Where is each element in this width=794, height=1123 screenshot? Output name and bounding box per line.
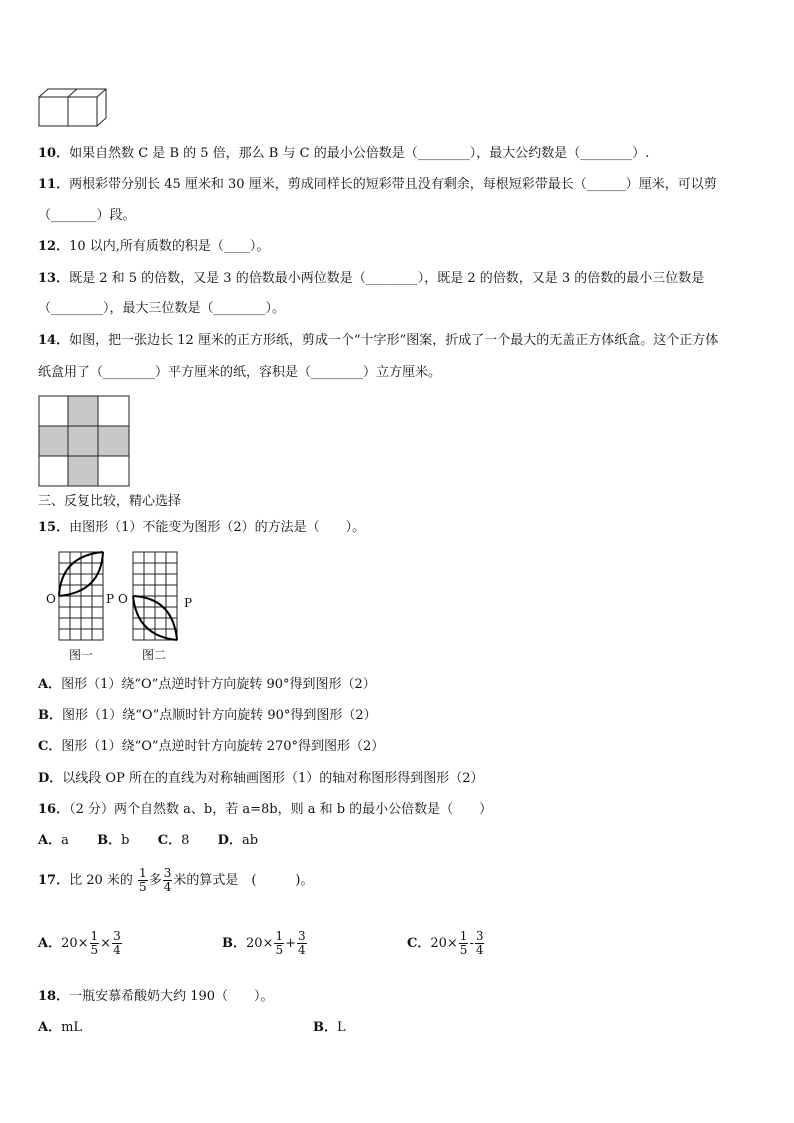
option-a[interactable] xyxy=(38,833,69,848)
question-11-line2 xyxy=(38,207,136,225)
section-heading: 三、反复比较，精心选择 xyxy=(38,494,182,509)
question-12 xyxy=(38,238,269,256)
question-text: 纸盒用了（________）平方厘米的纸，容积是（________）立方厘米。 xyxy=(38,365,442,380)
question-11 xyxy=(38,176,717,194)
option-c[interactable] xyxy=(158,833,190,848)
option-text: 图形（1）绕“O”点逆时针方向旋转 90°得到图形（2） xyxy=(61,677,376,692)
option-label: B． xyxy=(97,833,122,848)
option-b[interactable] xyxy=(313,1019,346,1037)
option-label: A． xyxy=(38,936,62,951)
question-17 xyxy=(38,866,314,896)
question-16 xyxy=(38,801,492,819)
option-a[interactable] xyxy=(38,1019,82,1037)
fraction-denominator: 5 xyxy=(459,943,468,957)
point-label-o: O xyxy=(118,592,128,606)
option-label: C． xyxy=(407,936,431,951)
question-text: （2 分）两个自然数 a、b，若 a=8b，则 a 和 b 的最小公倍数是（ ） xyxy=(69,802,493,817)
grid-figure-2 xyxy=(132,551,178,641)
option-text: 20× xyxy=(246,936,274,951)
option-label: D． xyxy=(217,833,242,848)
option-text: 20× xyxy=(430,936,458,951)
option-text: 以线段 OP 所在的直线为对称轴画图形（1）的轴对称图形得到图形（2） xyxy=(62,771,484,786)
question-number: 17． xyxy=(38,873,70,888)
fraction-denominator: 4 xyxy=(113,943,121,957)
option-text: mL xyxy=(61,1020,83,1035)
option-text: ab xyxy=(241,833,259,848)
option-text: 8 xyxy=(181,833,190,848)
option-c[interactable] xyxy=(407,929,485,959)
figure-1-caption: 图一 xyxy=(69,648,94,662)
option-text: 图形（1）绕“O”点逆时针方向旋转 270°得到图形（2） xyxy=(61,739,385,754)
option-label: B． xyxy=(38,708,62,723)
question-10 xyxy=(38,145,649,163)
option-label: A． xyxy=(38,677,62,692)
option-label: A． xyxy=(38,1020,62,1035)
fraction xyxy=(163,867,173,894)
question-18 xyxy=(38,988,274,1006)
fraction xyxy=(138,867,148,894)
point-label-p: P xyxy=(184,596,193,610)
option-text: 图形（1）绕“O”点顺时针方向旋转 90°得到图形（2） xyxy=(62,708,377,723)
question-13-line2 xyxy=(38,300,285,318)
question-text: 一瓶安慕希酸奶大约 190（ ）。 xyxy=(69,989,274,1004)
option-d[interactable] xyxy=(38,770,484,788)
question-13 xyxy=(38,270,704,288)
option-label: B． xyxy=(222,936,246,951)
question-14-line2 xyxy=(38,364,441,382)
option-b[interactable] xyxy=(222,929,308,959)
fraction-numerator: 3 xyxy=(297,929,306,943)
fraction-numerator: 3 xyxy=(113,929,121,943)
option-label: C． xyxy=(38,739,62,754)
fraction-numerator: 1 xyxy=(90,929,99,943)
fraction xyxy=(297,930,307,957)
option-text: a xyxy=(61,833,69,848)
question-number: 14． xyxy=(38,333,70,348)
fraction xyxy=(274,930,284,957)
option-text: L xyxy=(337,1020,346,1035)
question-text: 如果自然数 C 是 B 的 5 倍，那么 B 与 C 的最小公倍数是（________），最大公约数是（________）. xyxy=(69,146,650,161)
fraction-numerator: 1 xyxy=(275,929,284,943)
grid-figure-1 xyxy=(58,551,104,641)
question-number: 16． xyxy=(38,802,70,817)
question-number: 18． xyxy=(38,989,70,1004)
option-a[interactable] xyxy=(38,676,376,694)
fraction-denominator: 4 xyxy=(163,880,172,894)
question-number: 11． xyxy=(38,177,70,192)
question-number: 12． xyxy=(38,239,70,254)
question-15 xyxy=(38,519,365,537)
fraction xyxy=(475,930,485,957)
question-number: 10． xyxy=(38,146,70,161)
option-label: B． xyxy=(313,1020,337,1035)
option-a[interactable] xyxy=(38,929,123,959)
fraction xyxy=(459,930,469,957)
question-14 xyxy=(38,332,718,350)
question-text: （_______）段。 xyxy=(38,208,136,223)
fraction-denominator: 5 xyxy=(275,943,284,957)
question-text: 既是 2 和 5 的倍数，又是 3 的倍数最小两位数是（________），既是 2 的倍数，又是 3 的倍数的最小三位数是 xyxy=(69,271,705,286)
figure-2-caption: 图二 xyxy=(142,648,167,662)
question-text: 比 20 米的 xyxy=(69,873,133,888)
question-text: 米的算式是 ( )。 xyxy=(173,873,314,888)
question-16-options xyxy=(38,832,258,850)
fraction-numerator: 1 xyxy=(459,929,468,943)
operator: - xyxy=(469,936,474,951)
fraction-numerator: 3 xyxy=(163,866,172,880)
operator: × xyxy=(100,936,112,951)
fraction-denominator: 4 xyxy=(475,943,484,957)
cross-pattern-figure xyxy=(38,395,130,487)
question-text: 由图形（1）不能变为图形（2）的方法是（ ）。 xyxy=(69,520,366,535)
fraction xyxy=(112,930,122,957)
question-text: 如图，把一张边长 12 厘米的正方形纸，剪成一个“十字形”图案，折成了一个最大的无盖正方体纸盒。这个正方体 xyxy=(69,333,719,348)
option-d[interactable] xyxy=(218,833,258,848)
operator: + xyxy=(285,936,296,951)
question-text: 两根彩带分别长 45 厘米和 30 厘米，剪成同样长的短彩带且没有剩余，每根短彩带最长（______）厘米，可以剪 xyxy=(69,177,717,192)
fraction-numerator: 3 xyxy=(475,929,484,943)
two-cubes-figure xyxy=(38,88,110,128)
point-label-o: O xyxy=(46,592,56,606)
option-label: C． xyxy=(157,833,182,848)
option-text: b xyxy=(121,833,130,848)
fraction xyxy=(90,930,100,957)
option-text: 20× xyxy=(61,936,89,951)
fraction-denominator: 4 xyxy=(297,943,306,957)
fraction-denominator: 5 xyxy=(90,943,99,957)
fraction-denominator: 5 xyxy=(139,880,147,894)
option-c[interactable] xyxy=(38,738,384,756)
question-number: 13． xyxy=(38,271,70,286)
question-text: 10 以内,所有质数的积是（____）。 xyxy=(69,239,270,254)
option-label: D． xyxy=(38,771,63,786)
question-text: （________），最大三位数是（________）。 xyxy=(38,301,286,316)
question-number: 15． xyxy=(38,520,70,535)
question-text: 多 xyxy=(148,873,162,888)
fraction-numerator: 1 xyxy=(139,866,147,880)
point-label-p: P xyxy=(106,592,115,606)
option-b[interactable] xyxy=(97,833,129,848)
option-label: A． xyxy=(38,833,62,848)
option-b[interactable] xyxy=(38,707,377,725)
